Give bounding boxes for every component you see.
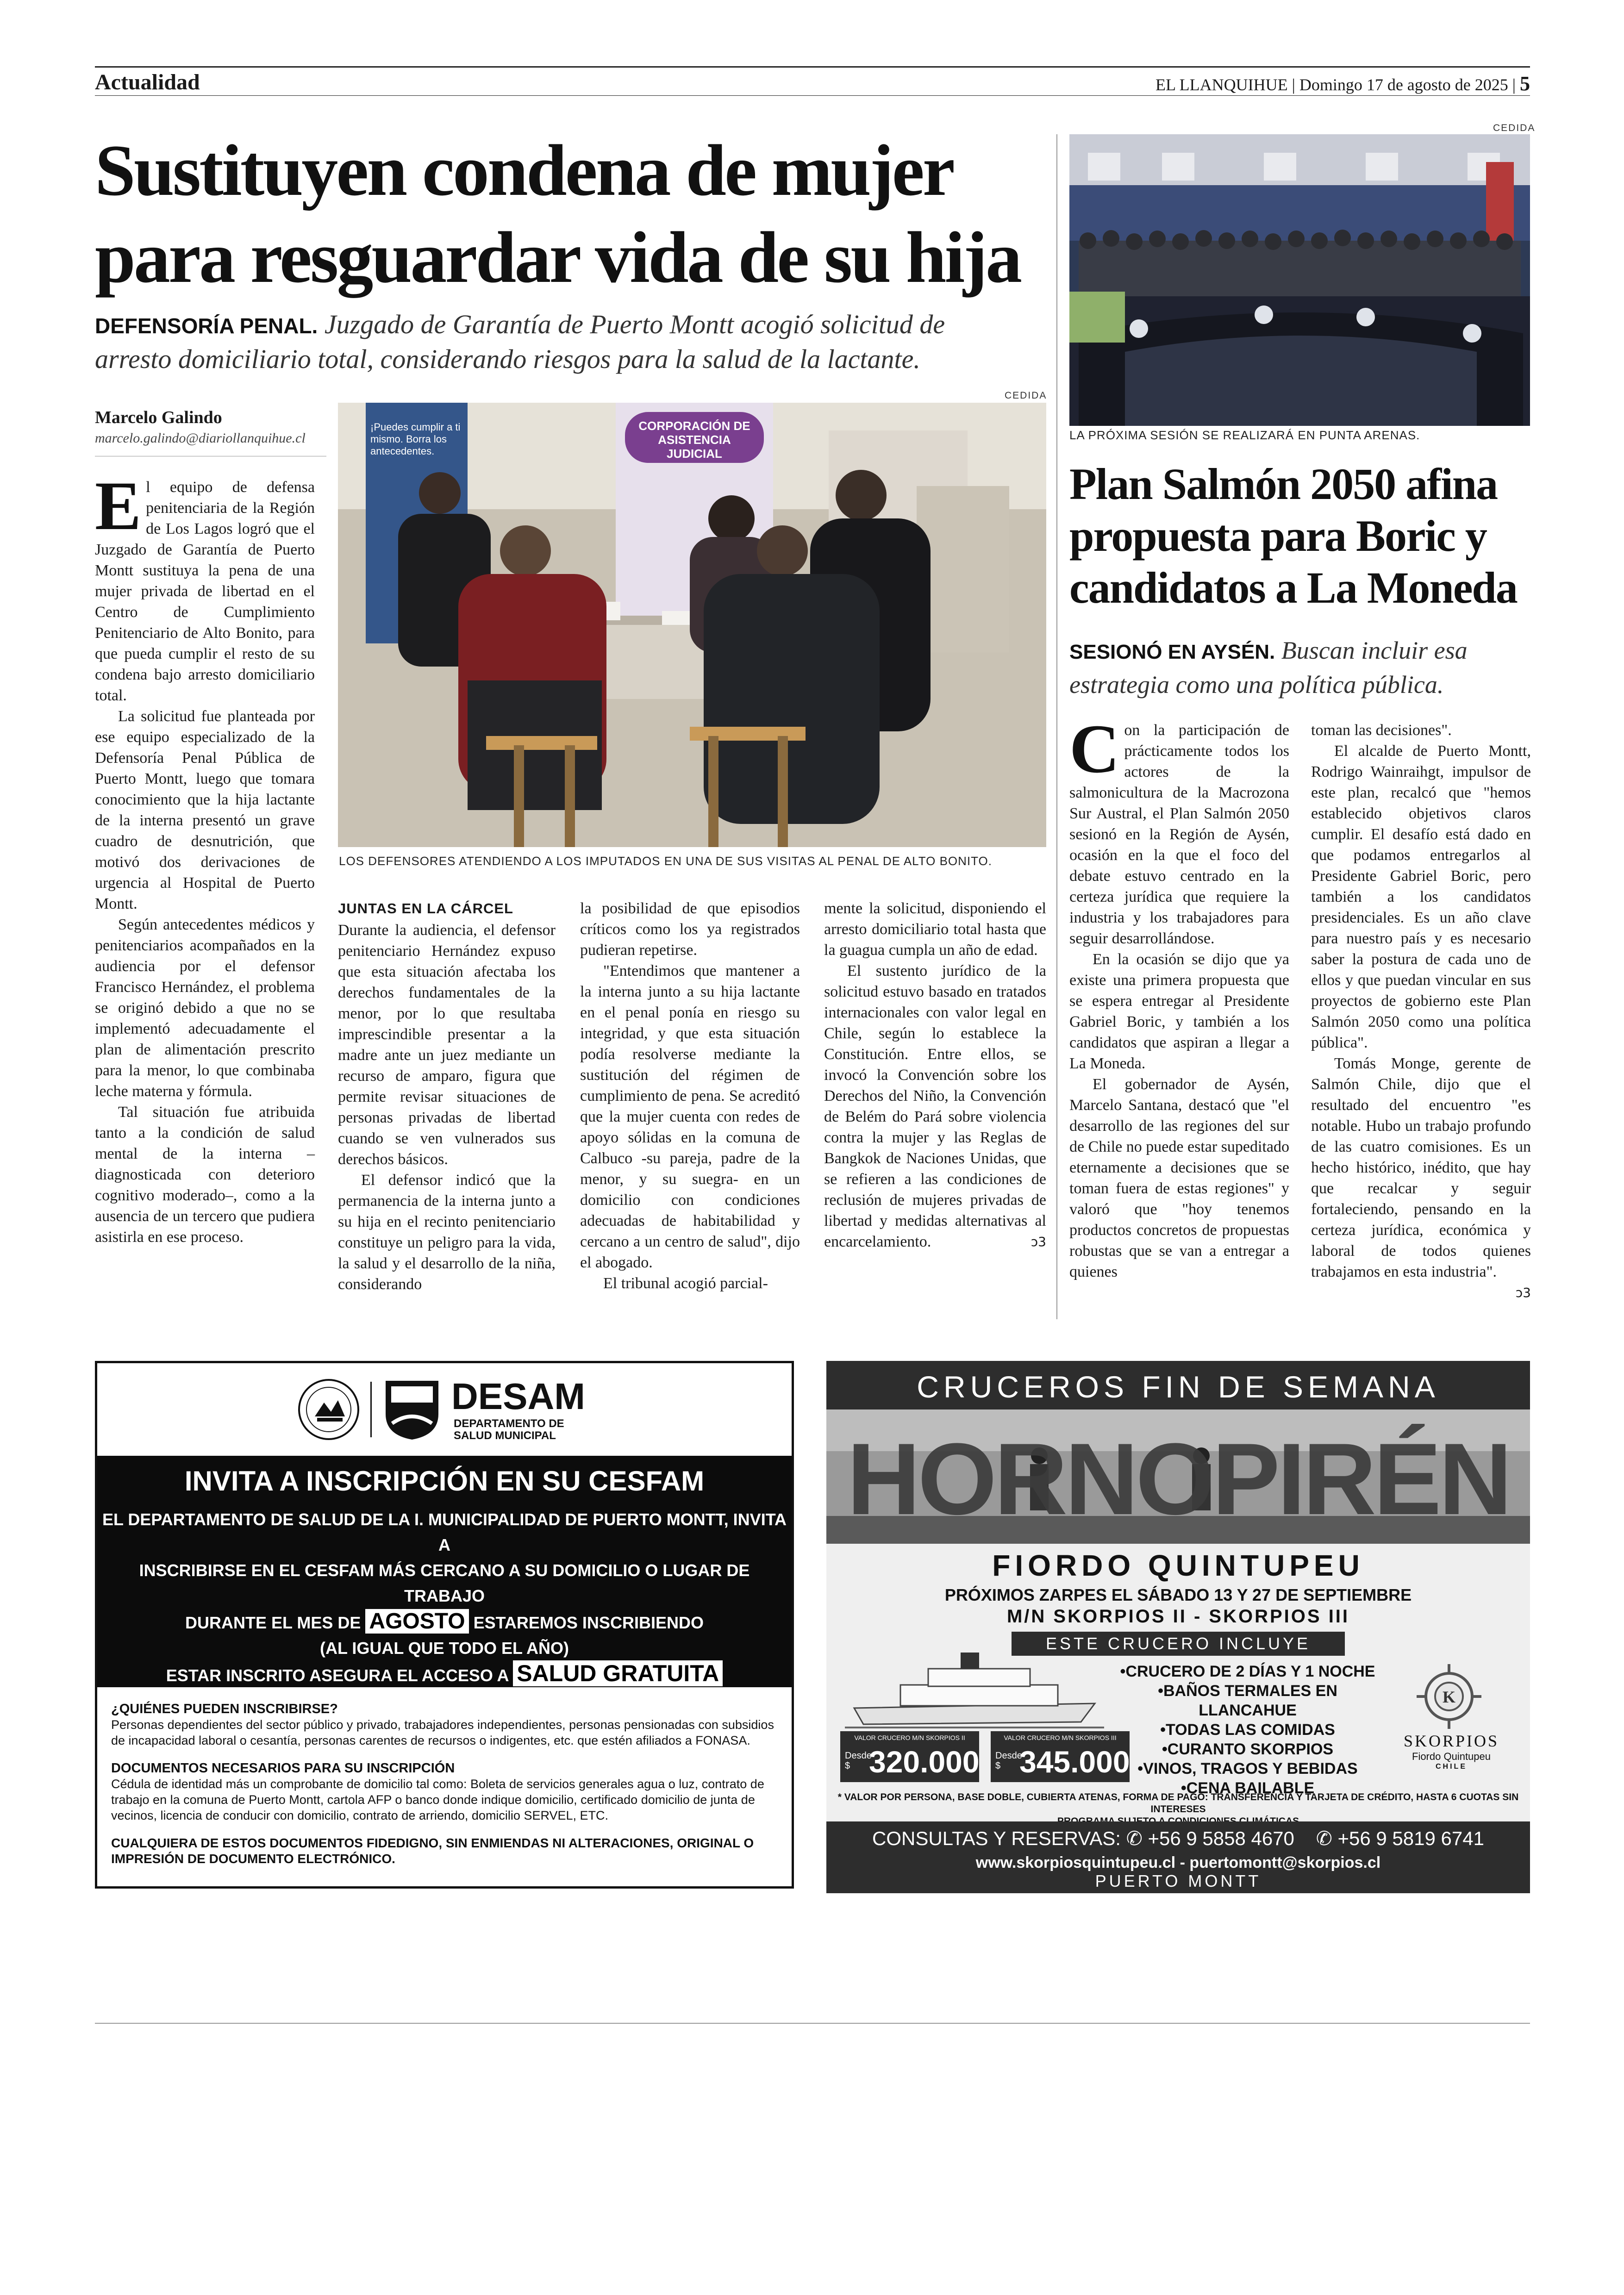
price-value: 320.000	[869, 1745, 980, 1779]
desam-ad	[95, 1361, 794, 1889]
included-item: •BAÑOS TERMALES EN LLANCAHUE	[1158, 1682, 1337, 1719]
dropcap: C	[1069, 711, 1120, 787]
article-body-col1	[95, 468, 315, 1247]
fine-print: * VALOR POR PERSONA, BASE DOBLE, CUBIERTA ATENAS, FORMA DE PAGO: TRANSFERENCIA Y TARJETA DE CRÉDITO, HASTA 6 CUOTAS SIN INTERESES	[837, 1792, 1519, 1815]
paragraph: La solicitud fue planteada por ese equipo especializado de la Defensoría Penal Pública de Puerto Montt, luego que tomara conocimiento que la hija lactante de la interna presentó un grave cuadro de desnutrición, que motivó dos derivaciones de urgencia al Hospital de Puerto Montt.	[95, 708, 315, 912]
hornopiren-photo	[826, 1409, 1530, 1544]
paragraph: Tal situación fue atribuida tanto a la condición de salud mental de la interna –diagnosticada con deterioro cognitivo moderado–, como a la ausencia de un tercero que pudiera asistirla en ese proceso.	[95, 1104, 315, 1246]
paragraph: on la participación de prácticamente todos los actores de la salmonicultura de la Macrozona Sur Austral, el Plan Salmón 2050 sesionó en la Región de Aysén, ocasión en la que el foco del debate estuvo centrado en la certeza jurídica que requiere la industria y los trabajadores para seguir desarrollándose.	[1069, 722, 1289, 947]
phone-2: +56 9 5819 6741	[1337, 1827, 1484, 1849]
deck	[1069, 634, 1532, 701]
paragraph: Según antecedentes médicos y penitenciarios acompañados en la audiencia por el defensor Francisco Hernández, el problema se originó debido a que no se implementó adecuadamente el plan de alimentación prescrito para la menor, lo que combinaba leche materna y fórmula.	[95, 916, 315, 1100]
article-body-col1	[1069, 711, 1289, 1282]
paragraph: Tomás Monge, gerente de Salmón Chile, dijo que el resultado del encuentro "es notable. Hubo un trabajo profundo de las cuatro comisiones. Es un hecho histórico, inédito, que hay que recalcar y seguir fortaleciendo, pensando en la certeza jurídica, económica y laboral de todos quienes trabajamos en esta industria". ↄ3	[1311, 1053, 1531, 1282]
brand-name: SKORPIOS	[1403, 1732, 1499, 1750]
folio: EL LLANQUIHUE | Domingo 17 de agosto de 2025 | 5	[1156, 72, 1530, 95]
paragraph: la posibilidad de que episodios críticos como los ya registrados pudieran repetirse.	[580, 900, 800, 959]
article-body-col3	[580, 898, 800, 1294]
desam-info	[111, 1701, 778, 1867]
defenders-photo	[338, 403, 1046, 847]
deck	[95, 308, 1058, 376]
paragraph: El defensor indicó que la permanencia de la interna junto a su hija en el recinto penitenciario constituye un peligro para la vida, la salud y el desarrollo de la niña, considerando	[338, 1172, 556, 1293]
disclaimer: CUALQUIERA DE ESTOS DOCUMENTOS FIDEDIGNO, SIN ENMIENDAS NI ALTERACIONES, ORIGINAL O IMPRESIÓN DE DOCUMENTO ELECTRÓNICO.	[111, 1836, 754, 1866]
cruise-ad	[826, 1361, 1530, 1893]
page-number: 5	[1520, 72, 1530, 95]
paragraph: toman las decisiones".	[1311, 722, 1452, 739]
paragraph: En la ocasión se dijo que ya existe una primera propuesta que se espera entregar al Presidente Gabriel Boric, y también a los candidatos que aspiran a llegar a La Moneda.	[1069, 951, 1289, 1072]
question-text: Cédula de identidad más un comprobante de domicilio tal como: Boleta de servicios generales agua o luz, contrato de trabajo en la comuna de Puerto Montt, cartola AFP o banco donde indique domicilio, certificado domicilio de junta de vecinos, licencia de conducir con domicilio, contrato de arriendo, domicilio SERVEL, ETC.	[111, 1777, 764, 1822]
cruise-top-title: CRUCEROS FIN DE SEMANA	[917, 1370, 1440, 1404]
included-list	[1113, 1662, 1382, 1798]
whatsapp-icon: ✆	[1126, 1827, 1143, 1850]
photo-credit: CEDIDA	[1005, 390, 1047, 401]
article-body-col2	[1311, 720, 1531, 1303]
city-label: PUERTO MONTT	[1095, 1871, 1262, 1890]
paper-name: EL LLANQUIHUE	[1156, 75, 1288, 94]
desam-title: INVITA A INSCRIPCIÓN EN SU CESFAM	[184, 1466, 705, 1497]
included-item: •CENA BAILABLE	[1181, 1779, 1315, 1797]
headline	[1069, 458, 1532, 614]
paragraph: El gobernador de Aysén, Marcelo Santana, destacó que "el desarrollo de las regiones del sur de Chile no puede estar supeditado eternamente a decisiones que se toman fuera de estas regiones" y valoró que "hoy tenemos productos concretos de propuestas robustas que se van a entregar a quienes	[1069, 1076, 1289, 1280]
photo-credit: CEDIDA	[1493, 123, 1536, 133]
paragraph: "Entendimos que mantener a la interna junto a su hija lactante en el penal ponía en riesgo su integridad, y que esta situación podía resolverse mediante la sustitución del régimen de cumplimiento de pena. Se acreditó que la mujer cuenta con redes de apoyo sólidas en la comuna de Calbuco -su pareja, padre de la menor, y su suegra- en un domicilio con condiciones adecuadas de habitabilidad y cercano a un centro de salud", dijo el abogado.	[580, 962, 800, 1271]
subhead: JUNTAS EN LA CÁRCEL	[338, 900, 513, 917]
footer-rule	[95, 2023, 1530, 2024]
included-item: •CRUCERO DE 2 DÍAS Y 1 NOCHE	[1120, 1663, 1375, 1680]
municipal-seal-icon	[296, 1377, 361, 1442]
article-body-col2	[338, 898, 556, 1295]
desam-text: EL DEPARTAMENTO DE SALUD DE LA I. MUNICIPALIDAD DE PUERTO MONTT, INVITA A INSCRIBIRSE EN EL CESFAM MÁS CERCANO A SU DOMICILIO O LUGAR DE TRABAJO DURANTE EL MES DE AGOSTO ESTAREMOS INSCRIBIENDO (AL IGUAL QUE TODO EL AÑO) ESTAR INSCRITO ASEGURA EL ACCESO A SALUD GRATUITA EN TU CESFAM MÁS CERCANO.	[102, 1510, 787, 1710]
web-email: www.skorpiosquintupeu.cl - puertomontt@skorpios.cl	[975, 1854, 1381, 1871]
paragraph: mente la solicitud, disponiendo el arresto domiciliario total hasta que la guagua cumpla un año de edad.	[824, 900, 1046, 959]
photo-caption: LA PRÓXIMA SESIÓN SE REALIZARÁ EN PUNTA ARENAS.	[1069, 428, 1420, 442]
included-item: •TODAS LAS COMIDAS	[1160, 1721, 1335, 1739]
svg-text:K: K	[1442, 1688, 1456, 1706]
brand-sub: Fiordo Quintupeu	[1412, 1751, 1491, 1762]
fiordo-title: FIORDO QUINTUPEU	[992, 1549, 1364, 1582]
section-label: Actualidad	[95, 70, 200, 94]
price-box-1: VALOR CRUCERO M/N SKORPIOS II Desde $ 320.000	[840, 1731, 979, 1782]
question-heading: ¿QUIÉNES PUEDEN INSCRIBIRSE?	[111, 1702, 338, 1716]
kicker: SESIONÓ EN AYSÉN.	[1069, 641, 1275, 663]
desam-logo-sub: DEPARTAMENTO DE SALUD MUNICIPAL	[454, 1417, 564, 1442]
consultas-label: CONSULTAS Y RESERVAS:	[872, 1827, 1121, 1849]
paragraph: El sustento jurídico de la solicitud estuvo basado en tratados internacionales con valor legal en Chile, según lo establece la Constitución. Entre ellos, se invocó la Convención sobre los Derechos del Niño, la Convención de Belém do Pará sobre violencia contra la mujer y las Reglas de Bangkok de Naciones Unidas, que se refieren a las condiciones de reclusión de mujeres privadas de libertad y medidas alternativas al encarcelamiento. ↄ3	[824, 960, 1046, 1252]
phone-1: +56 9 5858 4670	[1148, 1827, 1294, 1849]
hornopiren-sign: HORNOPIRÉN	[847, 1422, 1510, 1536]
deck-text: arresto domiciliario total, considerando riesgos para la salud de la lactante.	[95, 344, 920, 374]
deck-text: estrategia como una política pública.	[1069, 671, 1444, 698]
deck-text: Buscan incluir esa	[1281, 636, 1468, 664]
skorpios-logo-icon	[1414, 1662, 1484, 1731]
ship-icon	[845, 1639, 1104, 1731]
end-mark-icon: ↄ3	[1031, 1234, 1046, 1249]
header-bottom-rule	[95, 95, 1530, 96]
paragraph: El alcalde de Puerto Montt, Rodrigo Wainraihgt, impulsor de este plan, recalcó que "hemos establecido objetivos claros cumplir. El desafío está dado en que podamos entregarlos al Presidente Gabriel Boric, pero también a los candidatos presidenciales. Es un año clave para nuestro país y es necesario saber la postura de cada uno de ellos y que puedan vincular en sus proyectos de gobierno este Plan Salmón 2050 como una política pública".	[1311, 742, 1531, 1051]
meeting-photo	[1069, 134, 1530, 426]
issue-date: Domingo 17 de agosto de 2025	[1299, 75, 1508, 94]
included-item: •VINOS, TRAGOS Y BEBIDAS	[1137, 1760, 1358, 1777]
paragraph: Durante la audiencia, el defensor penitenciario Hernández expuso que esta situación afectaba los derechos fundamentales de la menor, por lo que resultaba imprescindible presentar a la madre ante un juez mediante un recurso de amparo, figura que permite revisar situaciones de personas privadas de libertad cuando se ven vulnerados sus derechos básicos.	[338, 922, 556, 1168]
contact-bar	[826, 1821, 1530, 1893]
zarpes: PRÓXIMOS ZARPES EL SÁBADO 13 Y 27 DE SEPTIEMBRE	[944, 1585, 1412, 1604]
kicker: DEFENSORÍA PENAL.	[95, 314, 318, 338]
question-heading: DOCUMENTOS NECESARIOS PARA SU INSCRIPCIÓN	[111, 1761, 455, 1776]
author-email: marcelo.galindo@diariollanquihue.cl	[95, 430, 306, 446]
header-top-rule	[95, 66, 1530, 68]
photo-caption: LOS DEFENSORES ATENDIENDO A LOS IMPUTADOS EN UNA DE SUS VISITAS AL PENAL DE ALTO BONITO.	[339, 854, 992, 868]
headline	[95, 127, 1049, 301]
price-value: 345.000	[1019, 1745, 1130, 1779]
ships: M/N SKORPIOS II - SKORPIOS III	[1006, 1606, 1350, 1627]
price-box-2: VALOR CRUCERO M/N SKORPIOS III Desde $ 345.000	[991, 1731, 1130, 1782]
highlight-month: AGOSTO	[365, 1609, 468, 1634]
article-body-col4	[824, 898, 1046, 1252]
headline-line: propuesta para Boric y	[1069, 511, 1487, 561]
paragraph: l equipo de defensa penitenciaria de la Región de Los Lagos logró que el Juzgado de Garantía de Puerto Montt sustituya la pena de una mujer privada de libertad en el Centro de Cumplimiento Penitenciario de Alto Bonito, para que pueda cumplir el resto de su condena bajo arresto domiciliario total.	[95, 479, 315, 704]
headline-line: candidatos a La Moneda	[1069, 563, 1517, 612]
deck-text: Juzgado de Garantía de Puerto Montt acogió solicitud de	[324, 309, 945, 339]
desam-logo	[296, 1377, 620, 1444]
highlight-free-health: SALUD GRATUITA	[513, 1660, 723, 1686]
byline: Marcelo Galindo	[95, 408, 222, 427]
desam-logo-title: DESAM	[451, 1376, 585, 1417]
whatsapp-icon: ✆	[1316, 1827, 1332, 1850]
photo-banner-text: CORPORACIÓN DE ASISTENCIA JUDICIAL	[638, 419, 750, 461]
brand-country: CHILE	[1436, 1763, 1467, 1771]
included-item: •CURANTO SKORPIOS	[1162, 1740, 1334, 1758]
dropcap: E	[95, 468, 142, 544]
photo-poster-text: ¡Puedes cumplir a ti mismo. Borra los antecedentes.	[370, 421, 461, 457]
defenders-photo-art	[338, 403, 1046, 847]
headline-line: para resguardar vida de su hija	[95, 217, 1021, 298]
question-text: Personas dependientes del sector público y privado, trabajadores independientes, personas pensionadas con subsidios de incapacidad laboral o cesantía, personas carentes de recursos o indigentes, etc. que estén afiliados a FONASA.	[111, 1718, 774, 1747]
headline-line: Plan Salmón 2050 afina	[1069, 459, 1498, 509]
incluye-label: ESTE CRUCERO INCLUYE	[1045, 1634, 1311, 1653]
headline-line: Sustituyen condena de mujer	[95, 130, 953, 211]
end-mark-icon: ↄ3	[1515, 1285, 1531, 1300]
meeting-photo-art	[1069, 134, 1530, 426]
desam-shield-icon	[382, 1377, 442, 1442]
paragraph: El tribunal acogió parcial-	[603, 1275, 768, 1292]
